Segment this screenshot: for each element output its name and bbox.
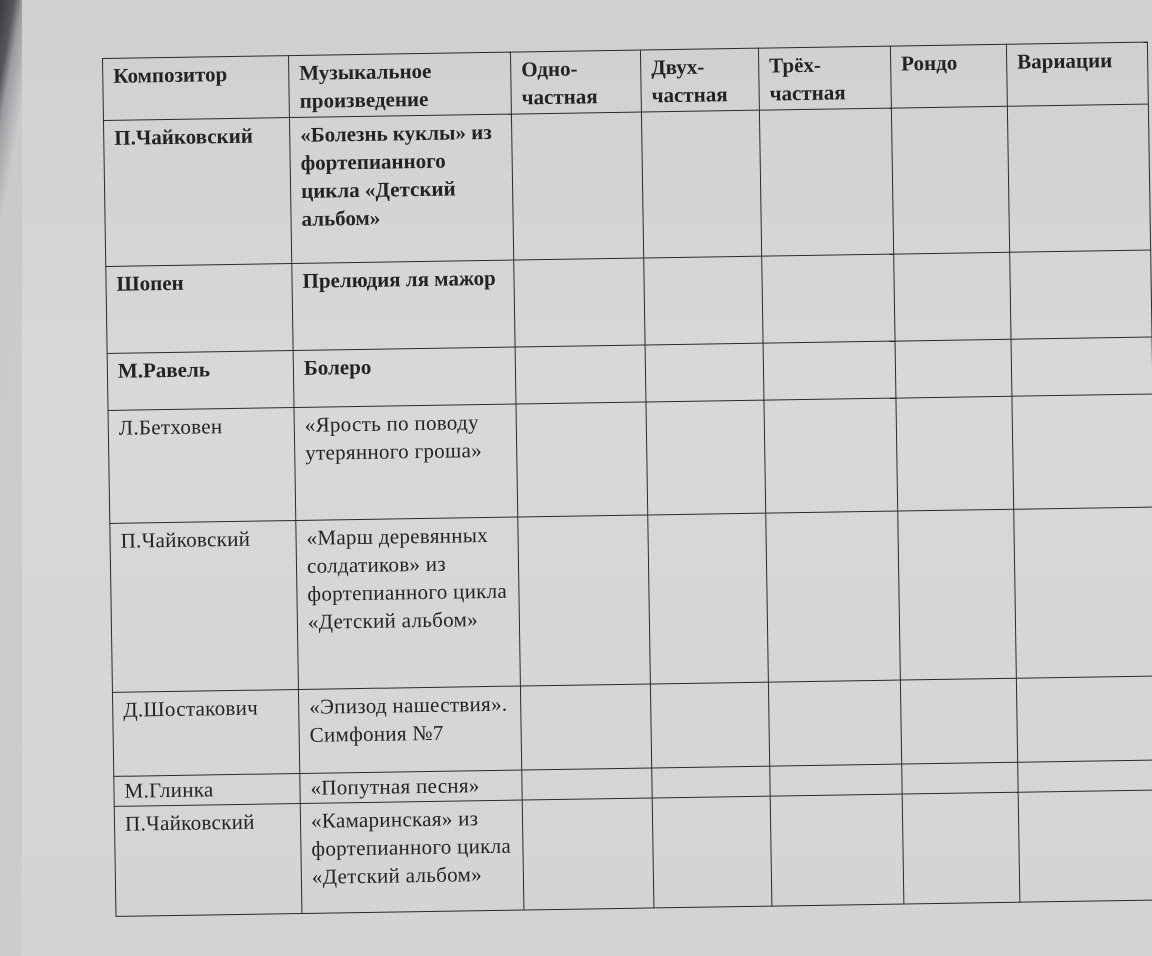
table-row (106, 250, 1152, 353)
composer-cell: П.Чайковский (110, 521, 299, 693)
one-part-cell[interactable] (511, 112, 643, 260)
header-one-part: Одно-частная (510, 50, 641, 114)
header-three-part: Трёх-частная (758, 46, 891, 110)
table-row (112, 676, 1152, 776)
three-part-cell[interactable] (763, 341, 896, 400)
rondo-cell[interactable] (900, 678, 1017, 764)
variations-cell[interactable] (1011, 337, 1152, 396)
three-part-cell[interactable] (762, 254, 895, 343)
one-part-cell[interactable] (515, 345, 646, 404)
composer-cell: М.Глинка (114, 773, 300, 806)
three-part-cell[interactable] (766, 511, 901, 682)
header-composer: Композитор (103, 56, 290, 121)
header-work: Музыкальное произведение (288, 52, 511, 117)
work-cell: «Марш деревянных солдатиков» из фортепианного цикла «Детский альбом» (296, 517, 521, 689)
variations-cell[interactable] (1018, 760, 1152, 792)
three-part-cell[interactable] (770, 794, 904, 906)
header-variations: Вариации (1006, 42, 1148, 106)
three-part-cell[interactable] (764, 398, 898, 513)
two-part-cell[interactable] (645, 343, 764, 402)
work-cell: Болеро (293, 347, 516, 407)
two-part-cell[interactable] (646, 400, 766, 515)
one-part-cell[interactable] (520, 684, 651, 770)
work-cell: «Попутная песня» (300, 770, 522, 803)
composer-cell: Д.Шостакович (112, 689, 299, 776)
two-part-cell[interactable] (644, 256, 763, 345)
document-page (22, 0, 1152, 956)
composer-cell: П.Чайковский (103, 118, 291, 267)
variations-cell[interactable] (1010, 250, 1152, 339)
two-part-cell[interactable] (652, 796, 772, 908)
two-part-cell[interactable] (648, 513, 769, 684)
rondo-cell[interactable] (898, 509, 1017, 680)
rondo-cell[interactable] (902, 792, 1020, 904)
variations-cell[interactable] (1018, 790, 1152, 902)
work-cell: Прелюдия ля мажор (292, 260, 515, 350)
work-cell: «Ярость по поводу утерянного гроша» (294, 404, 518, 520)
work-cell: «Эпизод нашествия». Симфония №7 (298, 686, 521, 773)
composer-cell: Л.Бетховен (108, 408, 296, 524)
two-part-cell[interactable] (641, 110, 761, 258)
composer-cell: М.Равель (107, 351, 294, 411)
rondo-cell[interactable] (896, 396, 1014, 511)
work-cell: «Камаринская» из фортепианного цикла «Детский альбом» (300, 800, 524, 913)
header-two-part: Двух-частная (640, 48, 759, 112)
three-part-cell[interactable] (770, 764, 902, 796)
variations-cell[interactable] (1007, 104, 1150, 252)
variations-cell[interactable] (1012, 394, 1152, 509)
header-rondo: Рондо (890, 44, 1007, 108)
one-part-cell[interactable] (516, 402, 648, 517)
composer-cell: Шопен (106, 264, 293, 354)
music-forms-table (102, 42, 1152, 917)
three-part-cell[interactable] (768, 680, 901, 766)
one-part-cell[interactable] (518, 515, 651, 686)
table-row (103, 104, 1150, 266)
one-part-cell[interactable] (514, 258, 645, 347)
rondo-cell[interactable] (895, 339, 1012, 398)
table-row (114, 790, 1152, 916)
table-row (108, 394, 1152, 523)
composer-cell: П.Чайковский (114, 803, 302, 916)
variations-cell[interactable] (1016, 676, 1152, 762)
two-part-cell[interactable] (650, 682, 769, 768)
rondo-cell[interactable] (891, 106, 1009, 254)
table-row (110, 507, 1152, 692)
work-cell: «Болезнь куклы» из фортепианного цикла «Детский альбом» (289, 114, 513, 263)
rondo-cell[interactable] (894, 252, 1011, 341)
one-part-cell[interactable] (522, 798, 654, 910)
one-part-cell[interactable] (522, 768, 652, 800)
rondo-cell[interactable] (902, 762, 1018, 794)
two-part-cell[interactable] (652, 766, 770, 798)
variations-cell[interactable] (1014, 507, 1152, 678)
three-part-cell[interactable] (759, 108, 893, 256)
